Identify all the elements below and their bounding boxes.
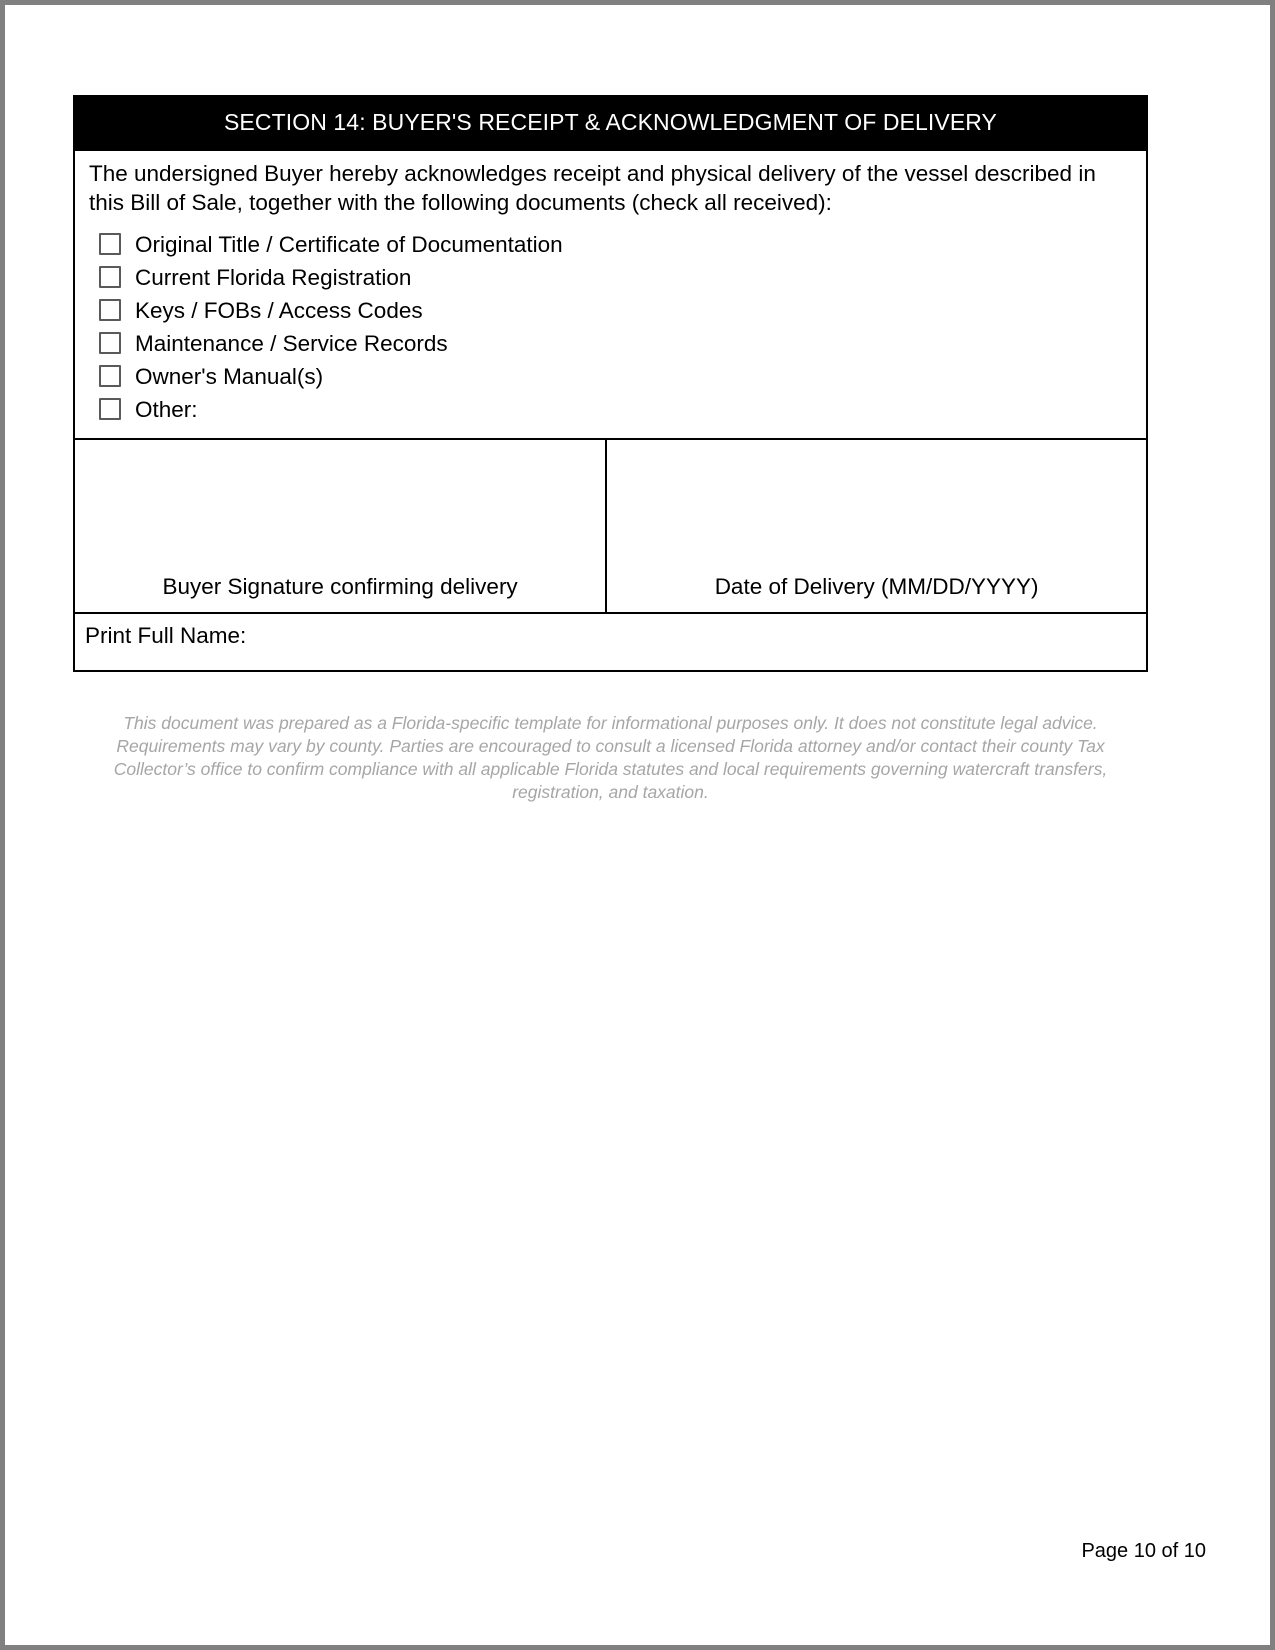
checklist-item-label: Current Florida Registration: [135, 264, 412, 290]
acknowledgment-row: [74, 150, 1147, 439]
checkbox-icon[interactable]: [99, 266, 121, 288]
date-of-delivery-caption: Date of Delivery (MM/DD/YYYY): [714, 573, 1039, 599]
checklist-item-label: Owner's Manual(s): [135, 363, 324, 389]
form-sheet: [73, 95, 1148, 805]
checkbox-icon[interactable]: [99, 332, 121, 354]
checklist-item-owners-manuals[interactable]: [89, 362, 1132, 391]
buyer-signature-field[interactable]: [74, 439, 606, 613]
acknowledgment-cell: [74, 150, 1147, 439]
checkbox-icon[interactable]: [99, 365, 121, 387]
section-header-row: [74, 96, 1147, 150]
print-full-name-field[interactable]: [74, 613, 1147, 671]
checklist-item-keys-fobs-access-codes[interactable]: [89, 296, 1132, 325]
checkbox-icon[interactable]: [99, 398, 121, 420]
signature-row: [74, 439, 1147, 613]
documents-checklist: [89, 230, 1132, 424]
checklist-item-current-florida-registration[interactable]: [89, 263, 1132, 292]
section-header-title: SECTION 14: BUYER'S RECEIPT & ACKNOWLEDGMENT OF DELIVERY: [74, 96, 1147, 150]
checkbox-icon[interactable]: [99, 233, 121, 255]
checklist-item-label: Maintenance / Service Records: [135, 330, 448, 356]
print-full-name-label: Print Full Name:: [85, 622, 247, 648]
page-number-footer: Page 10 of 10: [1081, 1540, 1206, 1562]
date-of-delivery-field[interactable]: [606, 439, 1147, 613]
acknowledgment-paragraph: The undersigned Buyer hereby acknowledges receipt and physical delivery of the vessel described in this Bill of Sale, together with the following documents (check all received):: [89, 161, 1096, 215]
checklist-item-other[interactable]: [89, 395, 1132, 424]
checklist-item-label: Other:: [135, 396, 198, 422]
checklist-item-original-title[interactable]: [89, 230, 1132, 259]
legal-disclaimer: This document was prepared as a Florida-specific template for informational purposes only. It does not constitute legal advice. Requirements may vary by county. Parties are encouraged to consult a licensed Florida attorney and/or contact their county Tax Collector’s office to confirm compliance with all applicable Florida statutes and local requirements governing watercraft transfers, registration, and taxation.: [113, 712, 1108, 803]
checklist-item-label: Keys / FOBs / Access Codes: [135, 297, 423, 323]
checklist-item-maintenance-service-records[interactable]: [89, 329, 1132, 358]
buyer-signature-caption: Buyer Signature confirming delivery: [162, 573, 518, 599]
checklist-item-label: Original Title / Certificate of Documentation: [135, 231, 563, 257]
print-name-row: [74, 613, 1147, 671]
section-14-table: [73, 95, 1148, 672]
checkbox-icon[interactable]: [99, 299, 121, 321]
